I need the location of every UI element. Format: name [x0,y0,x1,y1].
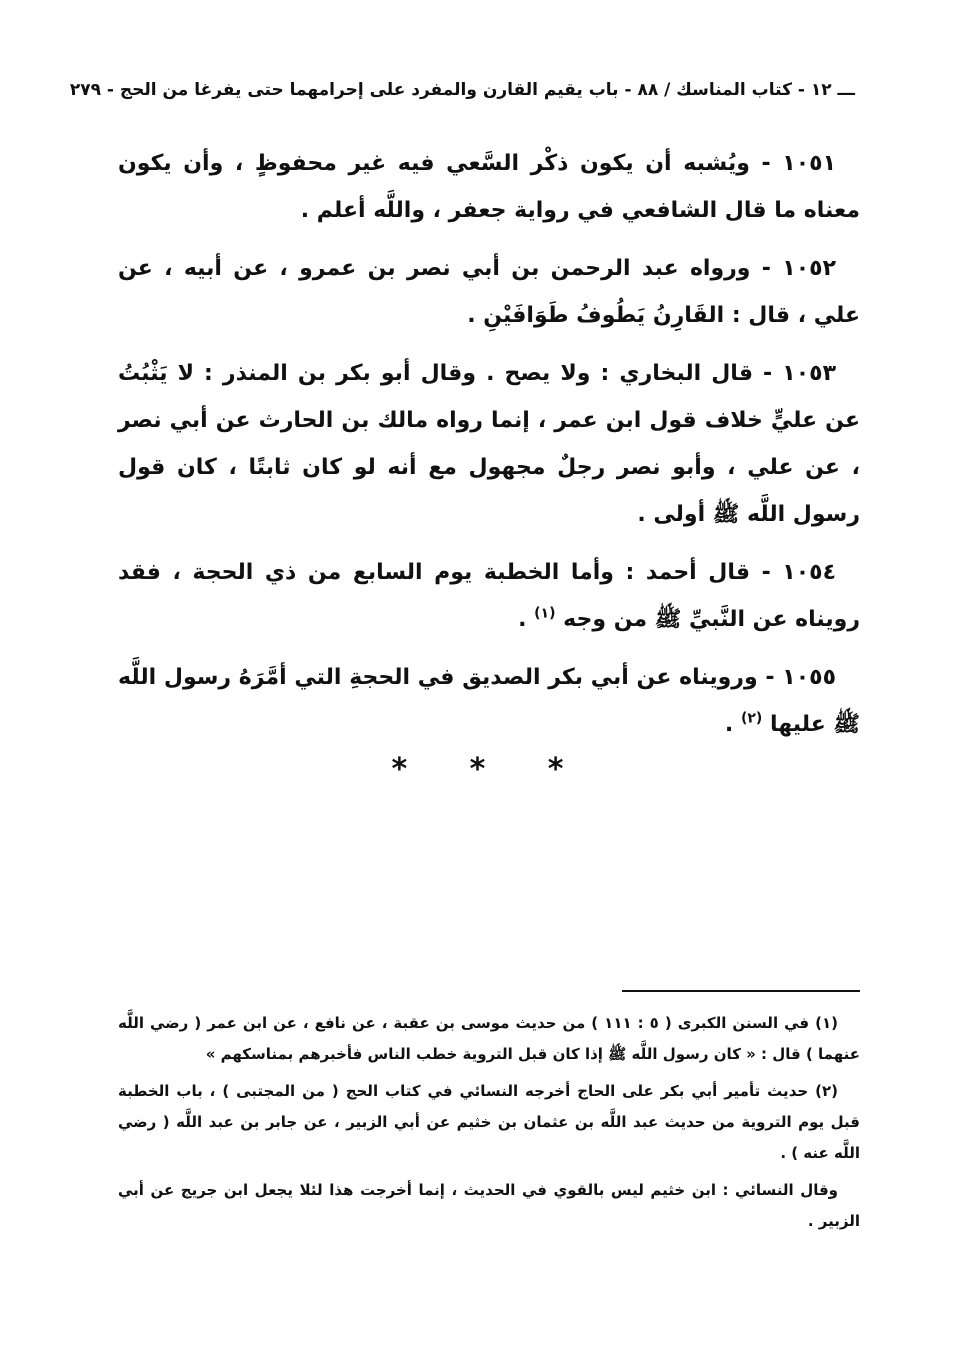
footnote-2-continuation: وقال النسائي : ابن خثيم ليس بالقوي في الحديث ، إنما أخرجت هذا لئلا يجعل ابن جريج عن أبي الزبير . [118,1181,860,1230]
paragraph-1051: ١٠٥١ - ويُشبه أن يكون ذكْر السَّعي فيه غير محفوظٍ ، وأن يكون معناه ما قال الشافعي في رواية جعفر ، واللَّه أعلم . [118,151,860,223]
paragraph-1054 [118,549,860,643]
footnote-ref-2[interactable]: (٢) [740,710,763,727]
footnote-ref-1[interactable]: (١) [534,605,556,622]
paragraph-1053: ١٠٥٣ - قال البخاري : ولا يصح . وقال أبو بكر بن المنذر : لا يَثْبُتُ عن عليٍّ خلاف قول ابن عمر ، إنما رواه مالك بن الحارث عن أبي نصر ، عن علي ، وأبو نصر رجلٌ مجهول مع أنه لو كان ثابتًا ، كان قول رسول اللَّه ﷺ أولى . [118,361,860,527]
paragraph-1052: ١٠٥٢ - ورواه عبد الرحمن بن أبي نصر بن عمرو ، عن أبيه ، عن علي ، قال : القَارِنُ يَطُوفُ طَوَافَيْنِ . [118,256,860,328]
running-header: ـــ ١٢ - كتاب المناسك / ٨٨ - باب يقيم القارن والمفرد على إحرامهما حتى يفرغا من الحج - ٢٧٩ [69,80,855,100]
footnotes [118,1008,860,1243]
separator-star: * [391,752,408,787]
paragraph-1054-end: . [518,607,535,632]
section-separator [0,752,955,787]
paragraph-1055-text: ١٠٥٥ - ورويناه عن أبي بكر الصديق في الحجةِ التي أمَّرَهُ رسول اللَّه ﷺ عليها [118,665,860,737]
separator-star: * [469,752,486,787]
footnote-1: (١) في السنن الكبرى ( ٥ : ١١١ ) من حديث موسى بن عقبة ، عن نافع ، عن ابن عمر ( رضي اللَّه عنهما ) قال : « كان رسول اللَّه ﷺ إذا كان قبل التروية خطب الناس فأخبرهم بمناسكهم » [118,1014,860,1063]
separator-star: * [547,752,564,787]
paragraph-1055-end: . [724,712,741,737]
main-text [118,140,860,759]
paragraph-1054-text: ١٠٥٤ - قال أحمد : وأما الخطبة يوم السابع من ذي الحجة ، فقد رويناه عن النَّبيِّ ﷺ من وجه [118,560,860,632]
footnote-divider [622,990,860,992]
paragraph-1055 [118,654,860,748]
footnote-2: (٢) حديث تأمير أبي بكر على الحاج أخرجه النسائي في كتاب الحج ( من المجتبى ) ، باب الخطبة قبل يوم التروية من حديث عبد اللَّه بن عثمان بن خثيم عن أبي الزبير ، عن جابر بن عبد اللَّه ( رضي اللَّه عنه ) . [118,1082,860,1162]
